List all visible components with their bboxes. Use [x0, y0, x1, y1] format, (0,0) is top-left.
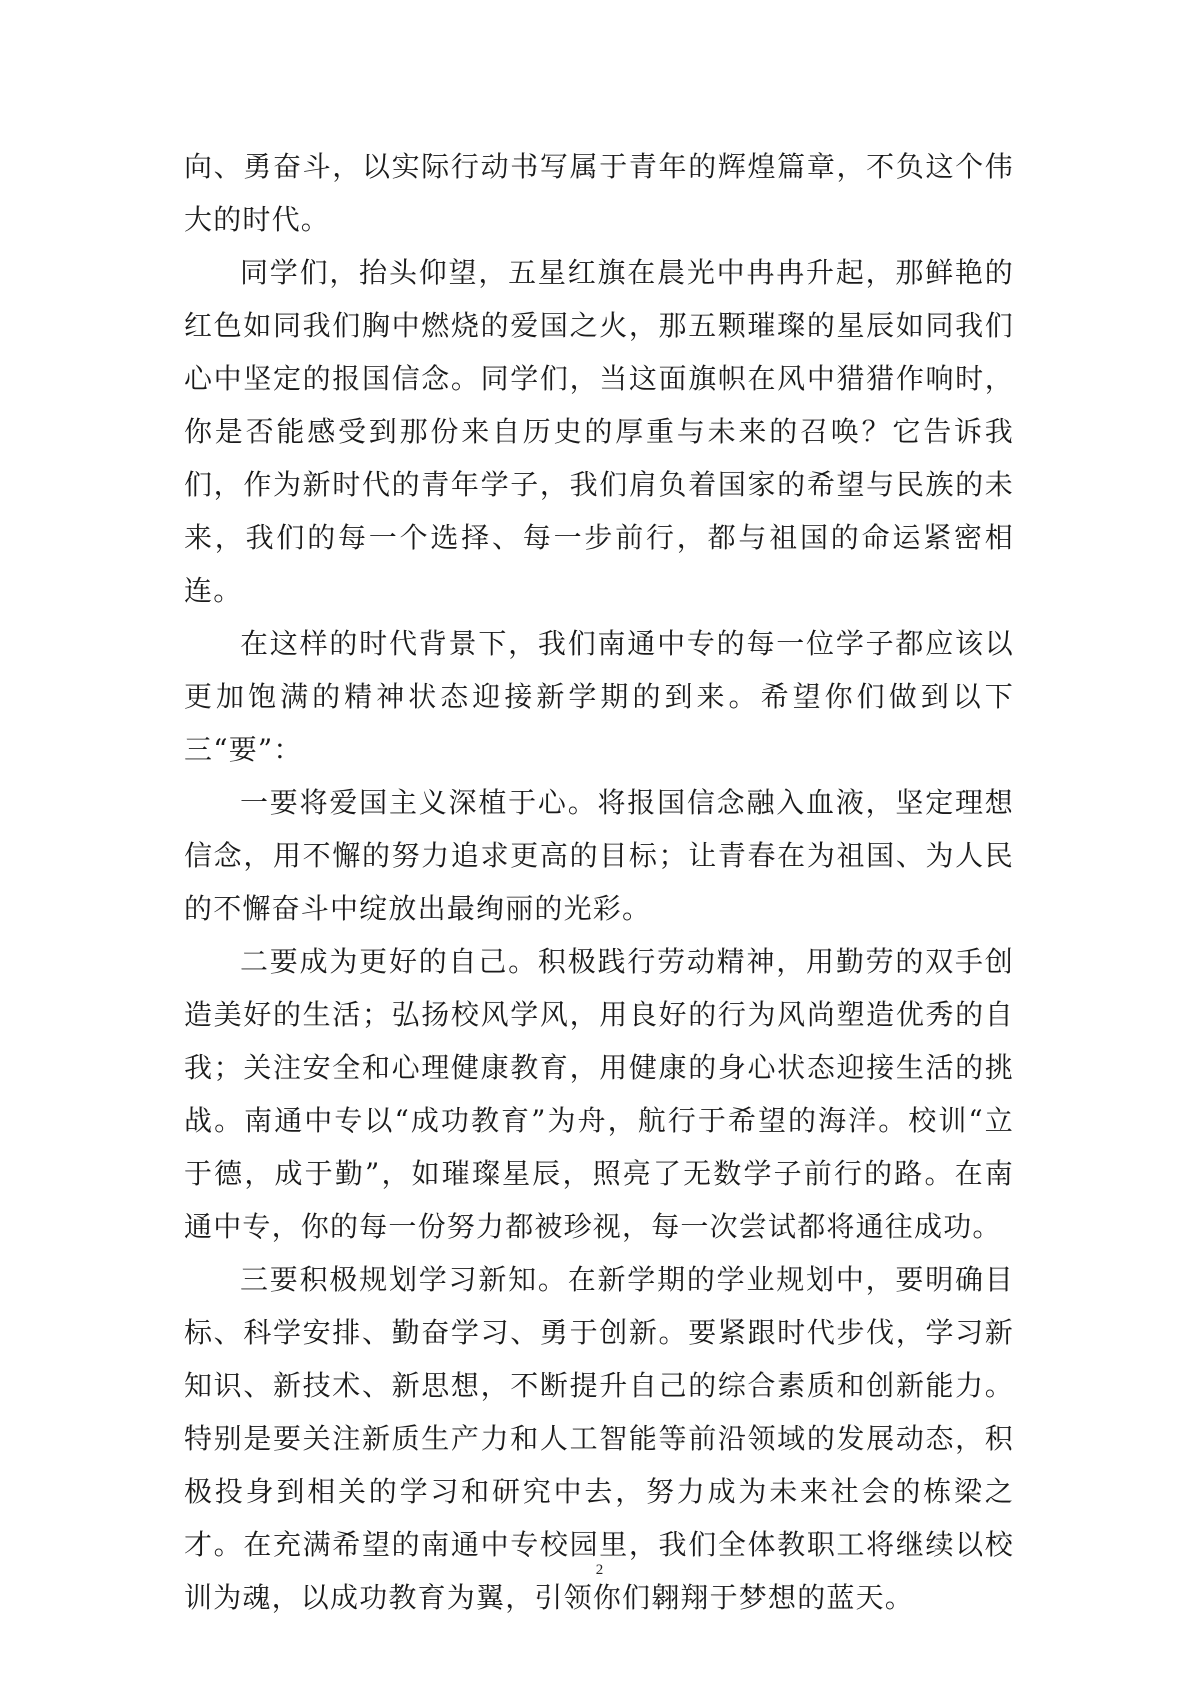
- paragraph-point-three: 三要积极规划学习新知。在新学期的学业规划中，要明确目标、科学安排、勤奋学习、勇于创新。要紧跟时代步伐，学习新知识、新技术、新思想，不断提升自己的综合素质和创新能力。特别是要关注新质生产力和人工智能等前沿领域的发展动态，积极投身到相关的学习和研究中去，努力成为未来社会的栋梁之才。在充满希望的南通中专校园里，我们全体教职工将继续以校训为魂，以成功教育为翼，引领你们翱翔于梦想的蓝天。: [184, 1263, 1014, 1614]
- paragraph-context: 在这样的时代背景下，我们南通中专的每一位学子都应该以更加饱满的精神状态迎接新学期的到来。希望你们做到以下三“要”：: [184, 627, 1014, 766]
- page-number: 2: [595, 1562, 604, 1578]
- paragraph-flag: 同学们，抬头仰望，五星红旗在晨光中冉冉升起，那鲜艳的红色如同我们胸中燃烧的爱国之火，那五颗璀璨的星辰如同我们心中坚定的报国信念。同学们，当这面旗帜在风中猎猎作响时，你是否能感受到那份来自历史的厚重与未来的召唤？它告诉我们，作为新时代的青年学子，我们肩负着国家的希望与民族的未来，我们的每一个选择、每一步前行，都与祖国的命运紧密相连。: [184, 256, 1014, 607]
- paragraph-continuation: 向、勇奋斗，以实际行动书写属于青年的辉煌篇章，不负这个伟大的时代。: [184, 150, 1014, 236]
- paragraph-point-one: 一要将爱国主义深植于心。将报国信念融入血液，坚定理想信念，用不懈的努力追求更高的目标；让青春在为祖国、为人民的不懈奋斗中绽放出最绚丽的光彩。: [184, 786, 1014, 925]
- paragraph-point-two: 二要成为更好的自己。积极践行劳动精神，用勤劳的双手创造美好的生活；弘扬校风学风，用良好的行为风尚塑造优秀的自我；关注安全和心理健康教育，用健康的身心状态迎接生活的挑战。南通中专以“成功教育”为舟，航行于希望的海洋。校训“立于德，成于勤”，如璀璨星辰，照亮了无数学子前行的路。在南通中专，你的每一份努力都被珍视，每一次尝试都将通往成功。: [184, 945, 1014, 1243]
- body-text: [184, 140, 1014, 1624]
